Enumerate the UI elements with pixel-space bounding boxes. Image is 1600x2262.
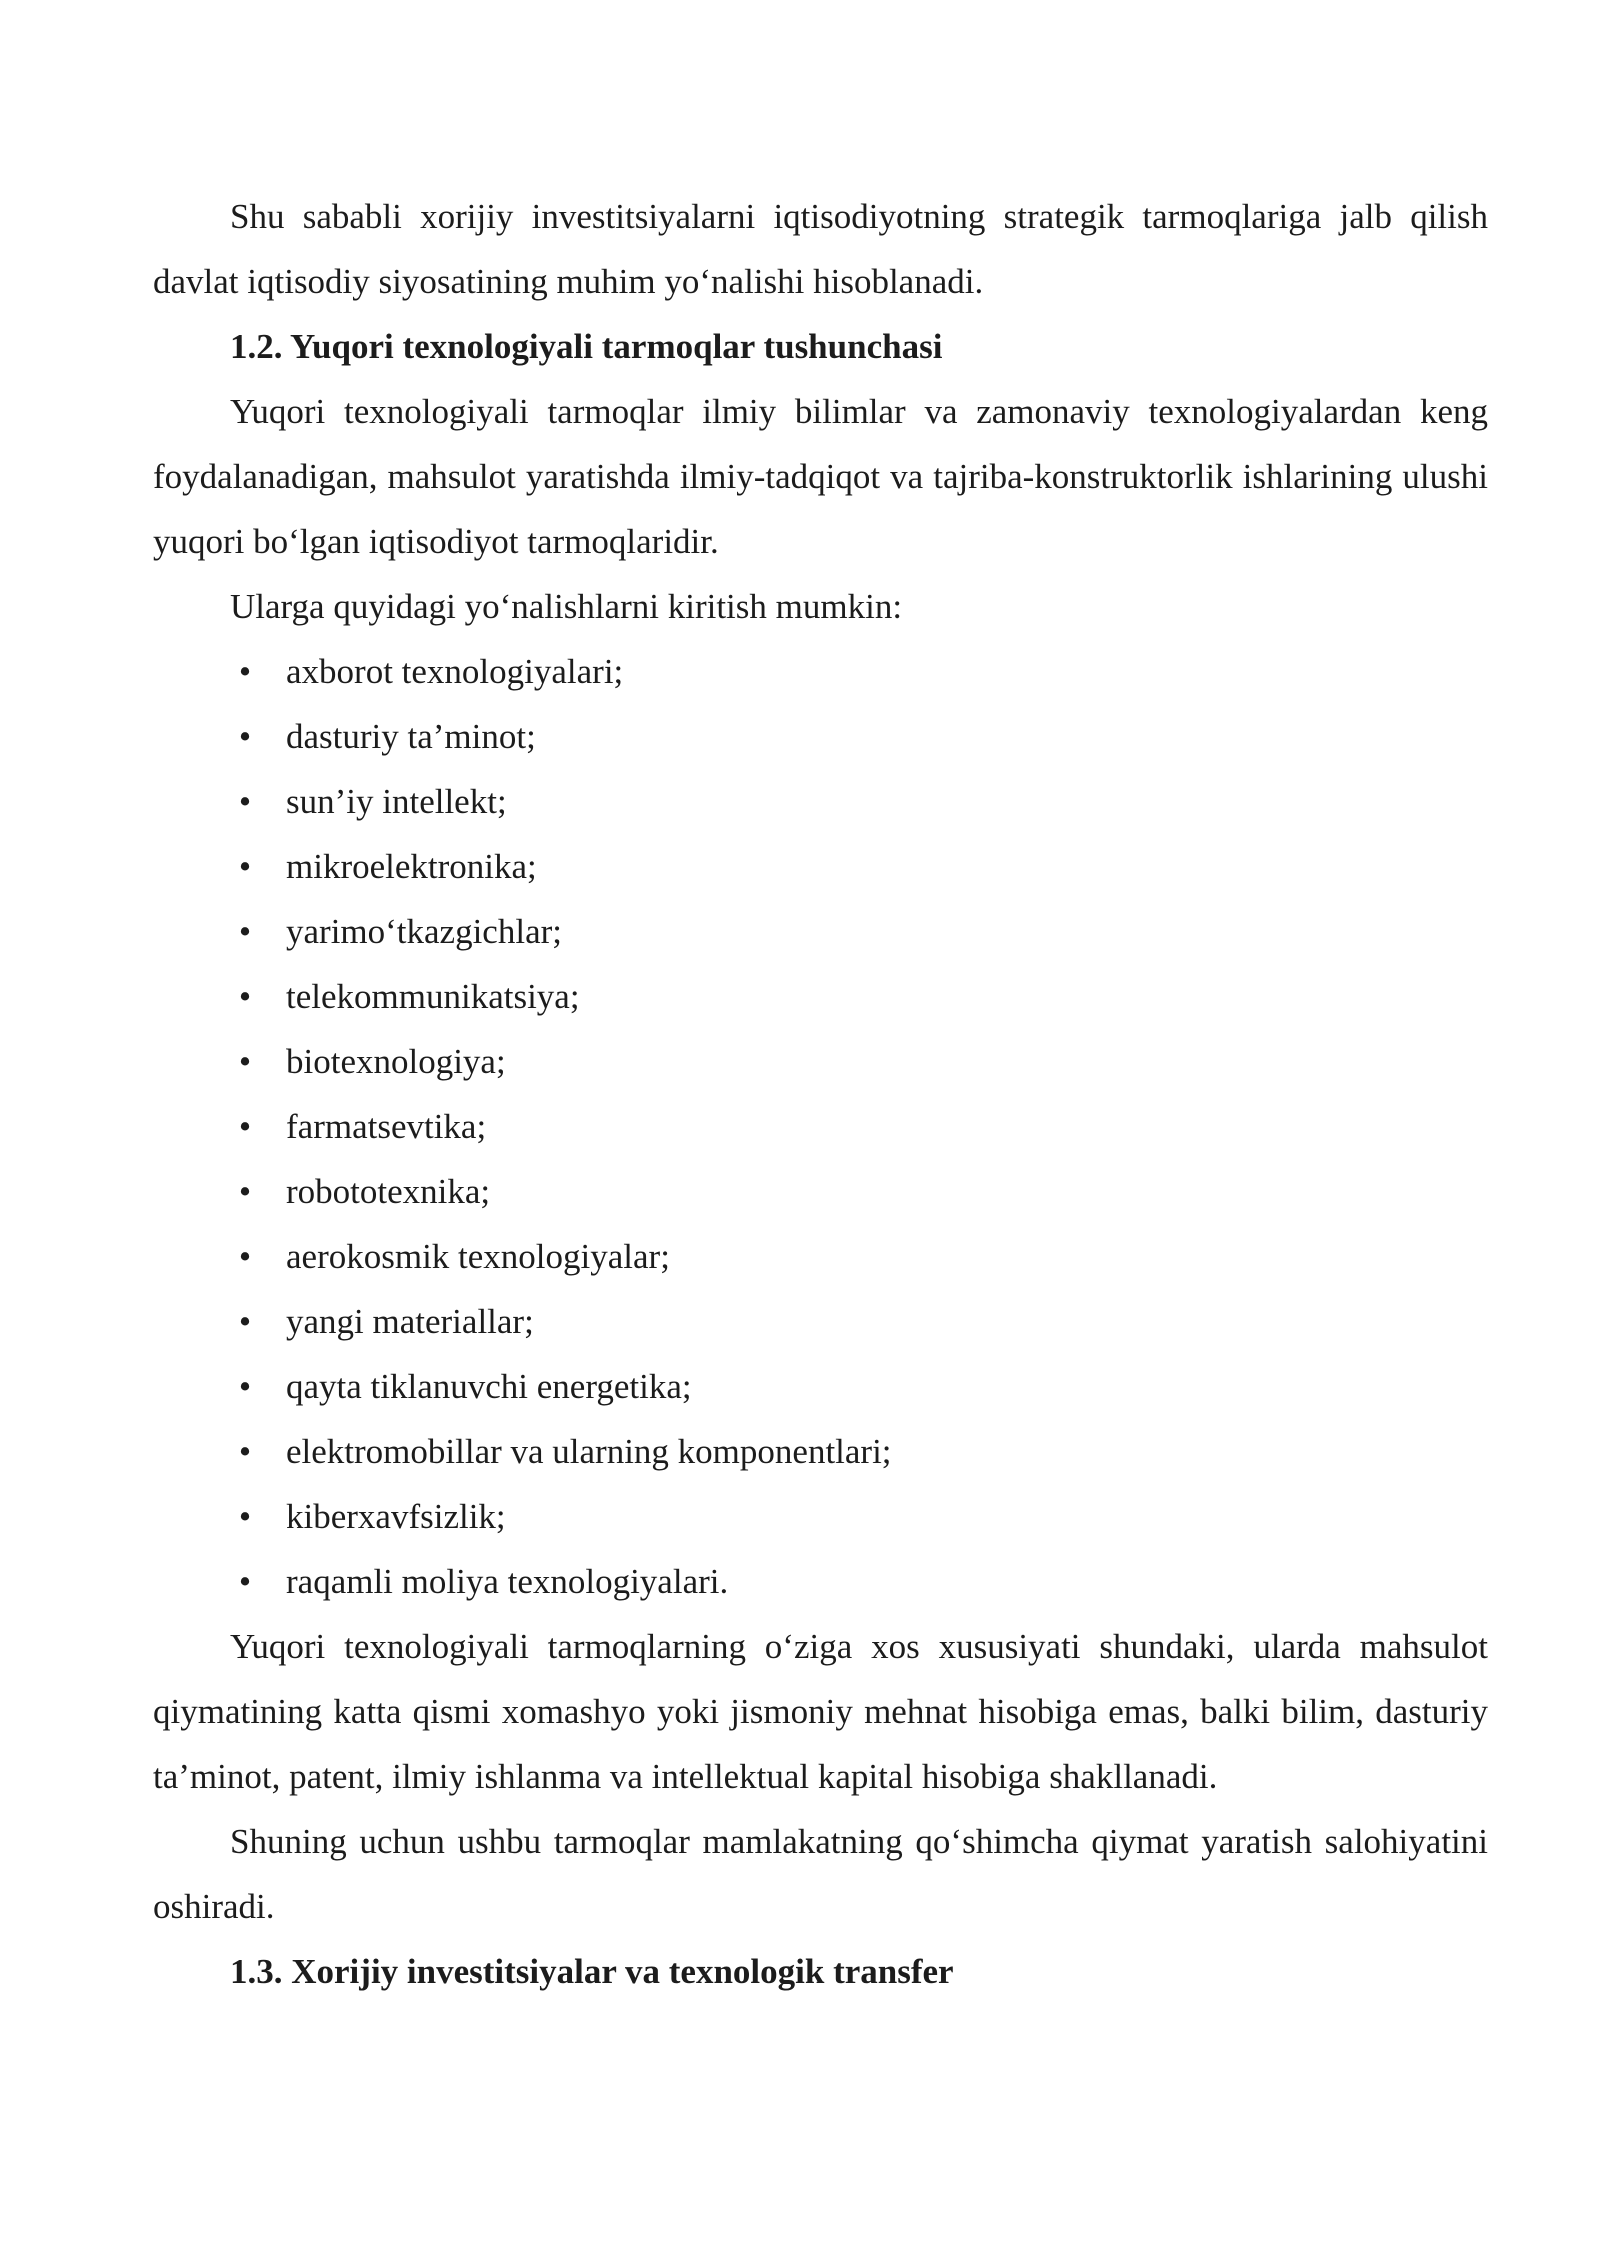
bullet-icon: • [238, 1107, 252, 1146]
list-item [153, 1484, 1488, 1549]
bullet-icon: • [238, 717, 252, 756]
list-item-text: yarimo‘tkazgichlar; [286, 912, 562, 951]
list-item-text: telekommunikatsiya; [286, 977, 580, 1016]
list-item-text: kiberxavfsizlik; [286, 1497, 506, 1536]
list-item-text: robototexnika; [286, 1172, 491, 1211]
bullet-icon: • [238, 1432, 252, 1471]
high-tech-sectors-list [153, 639, 1488, 1614]
document-body [153, 184, 1488, 2004]
list-item-text: elektromobillar va ularning komponentlari; [286, 1432, 892, 1471]
list-item-text: aerokosmik texnologiyalar; [286, 1237, 670, 1276]
list-item-text: raqamli moliya texnologiyalari. [286, 1562, 729, 1601]
list-item [153, 1354, 1488, 1419]
bullet-icon: • [238, 1367, 252, 1406]
list-item [153, 964, 1488, 1029]
list-item-text: qayta tiklanuvchi energetika; [286, 1367, 692, 1406]
bullet-icon: • [238, 977, 252, 1016]
list-item-text: yangi materiallar; [286, 1302, 534, 1341]
list-item [153, 1094, 1488, 1159]
list-item-text: biotexnologiya; [286, 1042, 506, 1081]
conclusion-paragraph: Shuning uchun ushbu tarmoqlar mamlakatning qo‘shimcha qiymat yaratish salohiyatini oshiradi. [153, 1822, 1488, 1926]
bullet-icon: • [238, 782, 252, 821]
list-item [153, 1549, 1488, 1614]
list-item [153, 834, 1488, 899]
feature-paragraph: Yuqori texnologiyali tarmoqlarning o‘ziga xos xususiyati shundaki, ularda mahsulot qiymatining katta qismi xomashyo yoki jismoniy mehnat hisobiga emas, balki bilim, dasturiy ta’minot, patent, ilmiy ishlanma va intellektual kapital hisobiga shakllanadi. [153, 1627, 1488, 1796]
list-item-text: dasturiy ta’minot; [286, 717, 536, 756]
list-item-text: axborot texnologiyalari; [286, 652, 624, 691]
intro-paragraph: Shu sababli xorijiy investitsiyalarni iqtisodiyotning strategik tarmoqlariga jalb qilish davlat iqtisodiy siyosatining muhim yo‘nalishi hisoblanadi. [153, 197, 1488, 301]
bullet-icon: • [238, 1172, 252, 1211]
list-item [153, 639, 1488, 704]
list-item [153, 1419, 1488, 1484]
definition-paragraph: Yuqori texnologiyali tarmoqlar ilmiy bilimlar va zamonaviy texnologiyalardan keng foydalanadigan, mahsulot yaratishda ilmiy-tadqiqot va tajriba-konstruktorlik ishlarining ulushi yuqori bo‘lgan iqtisodiyot tarmoqlaridir. [153, 392, 1488, 561]
list-item [153, 769, 1488, 834]
bullet-icon: • [238, 847, 252, 886]
list-item [153, 1159, 1488, 1224]
bullet-icon: • [238, 1042, 252, 1081]
list-item-text: farmatsevtika; [286, 1107, 487, 1146]
list-item [153, 1224, 1488, 1289]
bullet-icon: • [238, 912, 252, 951]
list-item [153, 704, 1488, 769]
bullet-icon: • [238, 1302, 252, 1341]
bullet-icon: • [238, 1562, 252, 1601]
section-heading-1-2: 1.2. Yuqori texnologiyali tarmoqlar tushunchasi [230, 327, 943, 366]
list-item [153, 1289, 1488, 1354]
list-item-text: mikroelektronika; [286, 847, 537, 886]
list-item [153, 1029, 1488, 1094]
section-heading-1-3: 1.3. Xorijiy investitsiyalar va texnologik transfer [230, 1952, 954, 1991]
list-item-text: sun’iy intellekt; [286, 782, 507, 821]
bullet-icon: • [238, 652, 252, 691]
list-intro: Ularga quyidagi yo‘nalishlarni kiritish mumkin: [230, 587, 903, 626]
list-item [153, 899, 1488, 964]
bullet-icon: • [238, 1237, 252, 1276]
bullet-icon: • [238, 1497, 252, 1536]
